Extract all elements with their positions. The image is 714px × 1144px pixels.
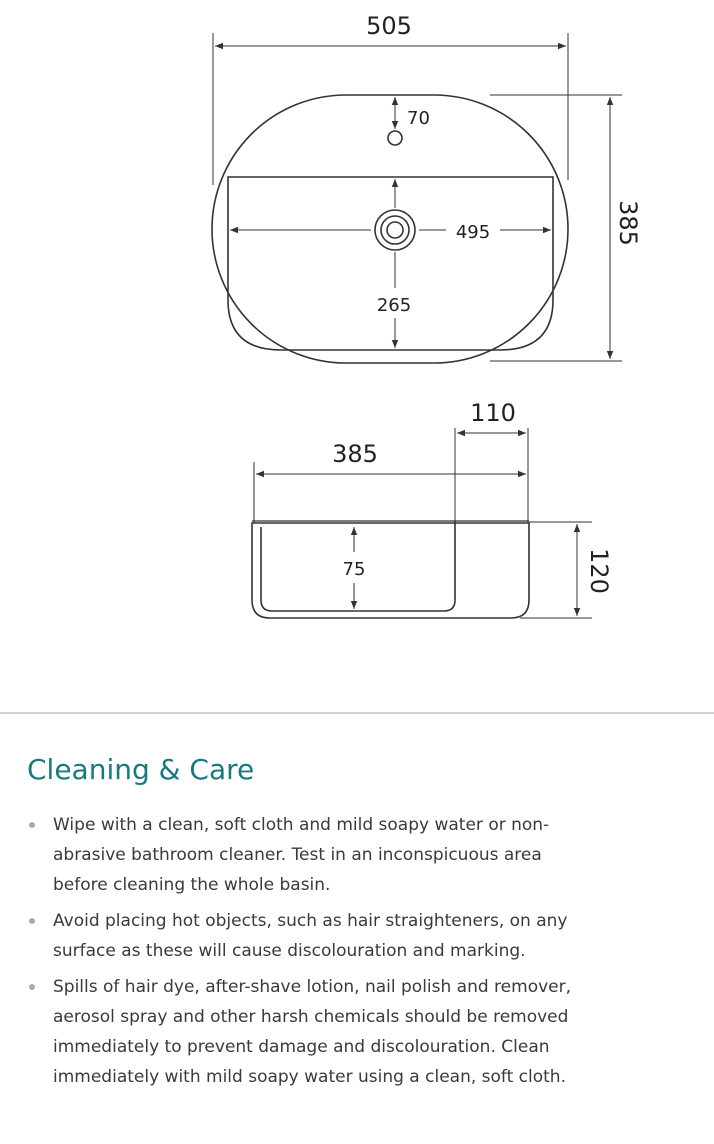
cleaning-care-section [27, 752, 687, 1098]
drain-inner [387, 222, 403, 238]
label-505: 505 [366, 12, 412, 40]
care-item-line: abrasive bathroom cleaner. Test in an inconspicuous area [53, 845, 542, 865]
drain-middle [381, 216, 409, 244]
tap-hole [388, 131, 402, 145]
care-item-line: before cleaning the whole basin. [53, 875, 331, 895]
section-divider [0, 712, 714, 714]
label-265: 265 [376, 295, 412, 316]
top-view-labels [366, 12, 642, 316]
side-view [252, 521, 529, 618]
care-heading: Cleaning & Care [27, 753, 255, 786]
top-view-dimensions [213, 33, 622, 361]
bullet-dot-icon [29, 984, 35, 990]
care-item-line: Avoid placing hot objects, such as hair straighteners, on any [53, 911, 568, 931]
label-70: 70 [407, 108, 430, 129]
care-item-line: immediately to prevent damage and discolouration. Clean [53, 1037, 550, 1057]
care-item [27, 810, 687, 900]
label-385-vertical: 385 [614, 200, 642, 246]
basin-outline [212, 95, 568, 363]
care-item-line: Spills of hair dye, after-shave lotion, nail polish and remover, [53, 977, 572, 997]
care-list [27, 810, 687, 1092]
bowl-outline [228, 177, 553, 350]
side-view-labels [332, 399, 613, 594]
top-view [212, 95, 568, 363]
label-385-horizontal: 385 [332, 440, 378, 468]
bullet-dot-icon [29, 822, 35, 828]
label-75: 75 [342, 559, 366, 580]
label-120: 120 [585, 548, 613, 594]
care-item-line: surface as these will cause discolouration and marking. [53, 941, 526, 961]
care-item-line: Wipe with a clean, soft cloth and mild soapy water or non- [53, 815, 550, 835]
care-item [27, 972, 687, 1092]
care-item-line: immediately with mild soapy water using a clean, soft cloth. [53, 1067, 566, 1087]
bullet-dot-icon [29, 918, 35, 924]
care-item-line: aerosol spray and other harsh chemicals should be removed [53, 1007, 569, 1027]
label-495: 495 [455, 222, 491, 243]
label-110: 110 [470, 399, 516, 427]
basin-side-outline [252, 523, 529, 618]
care-item [27, 906, 687, 966]
